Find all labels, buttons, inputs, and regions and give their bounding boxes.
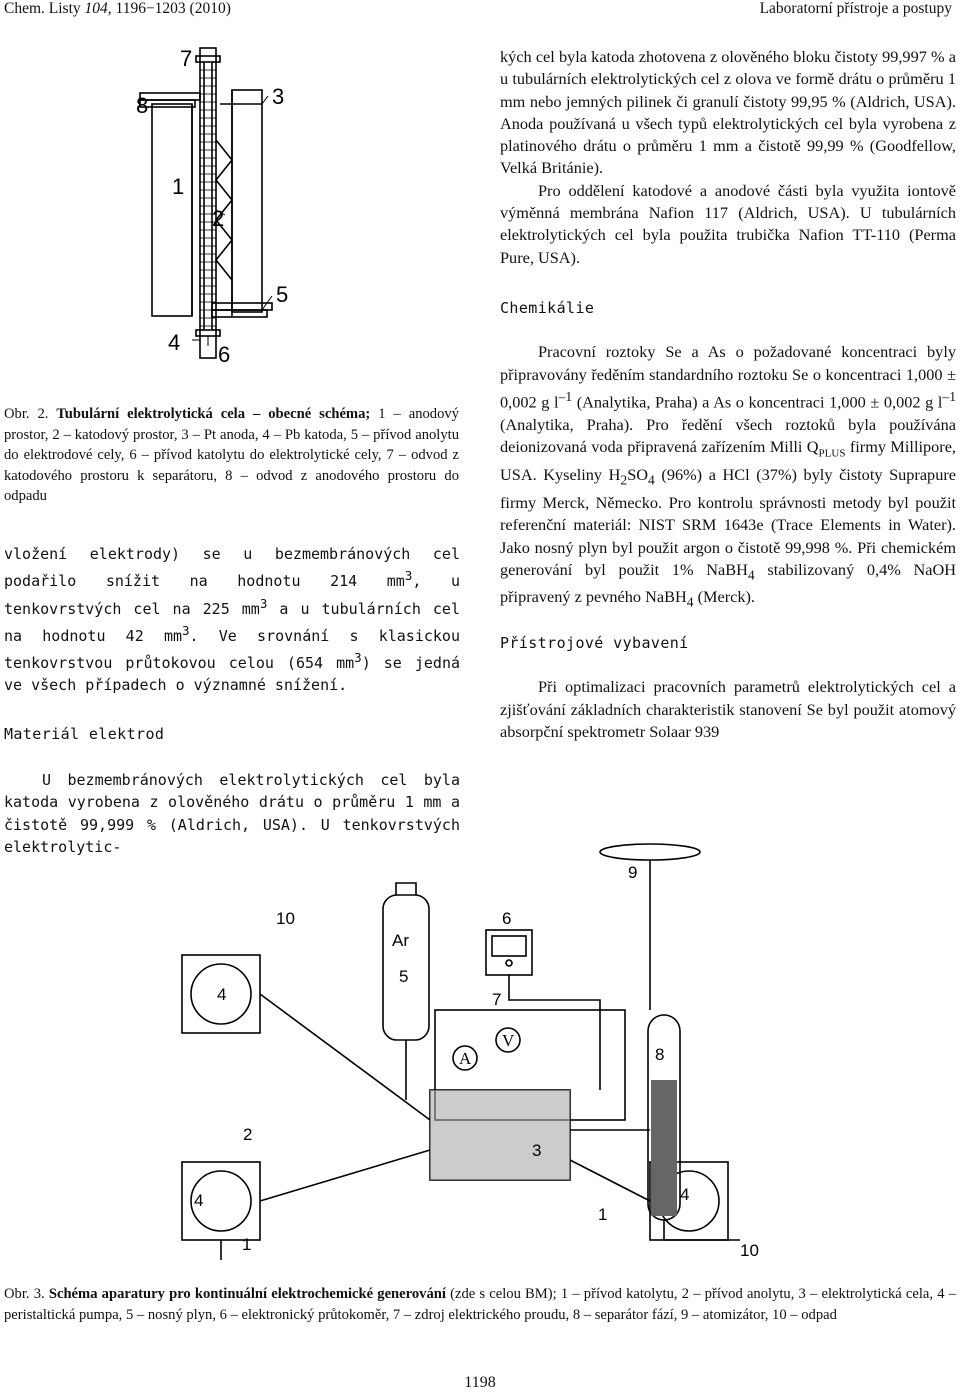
fig3-label-4-left: 4 (194, 1191, 204, 1210)
figure-3-caption: Obr. 3. Schéma aparatury pro kontinuální elektrochemické generování (zde s celou BM); 1 – přívod katolytu, 2 – přívod anolytu, 3 – elektrolytická cela, 4 – peristaltická pumpa, 5 – nosný plyn, 6 – elektronický průtokoměr, 7 – zdroj elektrického proudu, 8 – separátor fází, 9 – atomizátor, 10 – odpad (4, 1286, 957, 1323)
fig3-label-10-top: 10 (276, 909, 295, 928)
page-number: 1198 (464, 1374, 496, 1391)
fig2-label-3: 3 (272, 84, 285, 109)
fig2-label-2: 2 (212, 206, 225, 231)
fig3-label-7: 7 (492, 990, 502, 1009)
right-paragraph-chemicals: Pracovní roztoky Se a As o požadované koncentraci byly připravovány ředěním standardního roztoku Se o koncentraci 1,000 ± 0,002 g $l^{-1}$ (Analytika, Praha) a As o koncentraci 1,000 ± 0,002 g $l^{-1}$ (Analytika, Praha). Pro ředění všech roztoků byla používána deionizovaná voda připravená zařízením Milli $Q_{PLUS}$ firmy Millipore, USA. Kyseliny $H_2SO_4$ (96%) a HCl (37%) byly čistoty Suprapure firmy Merck, Německo. Pro kontrolu správnosti metody byl použit referenční materiál: NIST SRM 1643e (Trace Elements in Water). Jako nosný plyn byl použit argon o čistotě 99,998 %. Při chemickém generování byl použit 1% NaBH$_4$ stabilizovaný 0,4% NaOH připravený z pevného NaBH$_4$ (Merck). (500, 342, 957, 610)
fig3-label-a: A (459, 1049, 472, 1068)
fig3-label-1-bottom: 1 (242, 1235, 252, 1254)
running-header-section: Laboratorní přístroje a postupy (759, 0, 952, 17)
fig3-label-5: 5 (399, 967, 409, 986)
fig2-label-5: 5 (276, 282, 289, 307)
right-column (500, 46, 956, 743)
fig3-label-3: 3 (532, 1141, 542, 1160)
running-header-journal: Chem. Listy 104, 1196−1203 (2010) (4, 0, 231, 17)
fig2-label-6: 6 (218, 342, 231, 367)
fig3-label-1-right: 1 (598, 1205, 608, 1224)
fig3-label-8: 8 (655, 1045, 665, 1064)
left-paragraph-volumes: vložení elektrody) se u bezmembránových cel podařilo snížit na hodnotu 214 $mm^3$, u tenkovrstvých cel na 225 $mm^3$ a u tubulárních cel na hodnotu 42 $mm^3$. Ve srovnání s klasickou tenkovrstvou průtokovou celou (654 $mm^3$) se jedná ve všech případech o významné snížení. (4, 545, 461, 695)
fig3-label-4-top: 4 (217, 985, 227, 1004)
fig2-label-4: 4 (168, 330, 181, 355)
fig3-label-ar: Ar (392, 931, 409, 950)
section-heading-electrode-material: Materiál elektrod (4, 724, 165, 743)
fig2-label-7: 7 (180, 46, 193, 71)
fig2-label-8: 8 (136, 93, 149, 118)
right-paragraph-2: Pro oddělení katodové a anodové části byla využita iontově výměnná membrána Nafion 117 (Aldrich, USA). U tubulárních elektrolytických cel byla použita trubička Nafion TT-110 (Perma Pure, USA). (500, 180, 956, 267)
fig3-label-6: 6 (502, 909, 512, 928)
figure-2-caption: Obr. 2. Tubulární elektrolytická cela – obecné schéma; 1 – anodový prostor, 2 – katodový prostor, 3 – Pt anoda, 4 – Pb katoda, 5 – přívod anolytu do elektrodové cely, 6 – přívod katolytu do elektrolytické cely, 7 – odvod z katodového prostoru k separátoru, 8 – odvod z anodového prostoru do odpadu (4, 406, 459, 504)
section-heading-chemicals: Chemikálie (500, 298, 595, 317)
figure-3-apparatus-diagram (160, 830, 780, 1270)
fig3-label-4-right: 4 (680, 1185, 690, 1204)
right-paragraph-instrumentation: Při optimalizaci pracovních parametrů elektrolytických cel a zjišťování základních charakteristik stanovení Se byl použit atomový absorpční spektrometr Solaar 939 (500, 677, 956, 741)
right-paragraph-1: kých cel byla katoda zhotovena z olověného bloku čistoty 99,997 % a u tubulárních elektrolytických cel z olova ve formě drátu o průměru 1 mm nebo jemných pilinek či granulí čistoty 99,95 % (Aldrich, USA). Anoda používaná u všech typů elektrolytických cel byla vyrobena z platinového drátu o průměru 1 mm a čistotě 99,99 % (Goodfellow, Velká Británie). (500, 47, 956, 178)
fig3-label-v: V (502, 1031, 515, 1050)
fig3-label-9: 9 (628, 863, 638, 882)
figure-2-tubular-cell-diagram (120, 40, 320, 370)
left-paragraph-electrodes: U bezmembránových elektrolytických cel byla katoda vyrobena z olověného drátu o průměru 1 mm a čistotě 99,999 % (Aldrich, USA). U tenkovrstvých elektrolytic- (4, 771, 460, 856)
section-heading-instrumentation: Přístrojové vybavení (500, 633, 689, 652)
left-column (4, 543, 460, 858)
fig3-label-10-bottom: 10 (740, 1241, 759, 1260)
fig3-label-2: 2 (243, 1125, 253, 1144)
fig2-label-1: 1 (172, 174, 185, 199)
